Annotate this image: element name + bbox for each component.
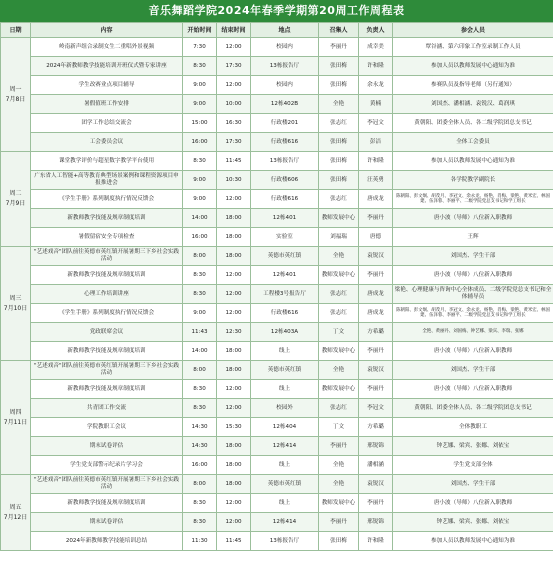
owner: 成幸美 <box>359 38 393 57</box>
attendees: 唐小波（导师）八位新入职教师 <box>393 209 553 228</box>
schedule-row <box>1 380 553 399</box>
event-content: 暑假留宿安全专项检查 <box>31 228 183 247</box>
place: 英德市英红镇 <box>251 361 319 380</box>
start-time: 8:30 <box>183 266 217 285</box>
owner: 彭洁 <box>359 133 393 152</box>
event-content: 暑假值班工作安排 <box>31 95 183 114</box>
place: 12栋403A <box>251 323 319 342</box>
place: 行政楼616 <box>251 190 319 209</box>
schedule-row <box>1 38 553 57</box>
convener: 全艳 <box>319 95 359 114</box>
event-content: 《学生手册》系列制度执行情况反馈会 <box>31 304 183 323</box>
start-time: 8:30 <box>183 285 217 304</box>
end-time: 12:00 <box>217 380 251 399</box>
start-time: 14:30 <box>183 437 217 456</box>
attendees: 陈朝阳、彭文炯、胡茂月、李冠文、余永龙、杨艳、肖梅、梁艳、黄米宏、林国建、伍泽蓉、李丽平、二级学院党总支书记和学工组长 <box>393 304 553 323</box>
owner: 许和隆 <box>359 532 393 551</box>
convener: 全艳 <box>319 475 359 494</box>
start-time: 9:00 <box>183 95 217 114</box>
owner: 李丽丹 <box>359 209 393 228</box>
attendees: 参加人员以教师发展中心通知为准 <box>393 57 553 76</box>
place: 12栋401 <box>251 209 319 228</box>
start-time: 8:30 <box>183 57 217 76</box>
place: 12栋414 <box>251 437 319 456</box>
header-content: 内容 <box>31 23 183 38</box>
start-time: 11:30 <box>183 532 217 551</box>
end-time: 17:30 <box>217 133 251 152</box>
end-time: 12:00 <box>217 76 251 95</box>
place: 线上 <box>251 456 319 475</box>
end-time: 12:00 <box>217 266 251 285</box>
place: 线上 <box>251 380 319 399</box>
place: 13栋报告厅 <box>251 532 319 551</box>
attendees: 参赛队员及指导老师（另行通知） <box>393 76 553 95</box>
end-time: 12:00 <box>217 513 251 532</box>
attendees: 黄朝阳、团委全体人员、各二级学院团总支书记 <box>393 114 553 133</box>
schedule-row <box>1 76 553 95</box>
schedule-row <box>1 532 553 551</box>
event-content: 心理工作培训讲座 <box>31 285 183 304</box>
start-time: 16:00 <box>183 133 217 152</box>
schedule-row <box>1 437 553 456</box>
end-time: 12:00 <box>217 285 251 304</box>
convener: 丁文 <box>319 418 359 437</box>
start-time: 14:30 <box>183 418 217 437</box>
end-time: 18:00 <box>217 475 251 494</box>
convener: 教师发展中心 <box>319 380 359 399</box>
convener: 张田梅 <box>319 133 359 152</box>
convener: 张志红 <box>319 304 359 323</box>
schedule-row <box>1 247 553 266</box>
start-time: 8:30 <box>183 399 217 418</box>
convener: 张志红 <box>319 399 359 418</box>
start-time: 9:00 <box>183 304 217 323</box>
place: 12栋402B <box>251 95 319 114</box>
end-time: 12:00 <box>217 494 251 513</box>
place: 校园内 <box>251 38 319 57</box>
place: 线上 <box>251 494 319 513</box>
attendees: 参加人员以教师发展中心通知为准 <box>393 532 553 551</box>
place: 英德市英红镇 <box>251 247 319 266</box>
schedule-row <box>1 304 553 323</box>
start-time: 11:43 <box>183 323 217 342</box>
start-time: 8:00 <box>183 475 217 494</box>
header-place: 地点 <box>251 23 319 38</box>
convener: 教师发展中心 <box>319 209 359 228</box>
owner: 邢锐锦 <box>359 437 393 456</box>
schedule-row <box>1 342 553 361</box>
place: 英德市英红镇 <box>251 475 319 494</box>
convener: 教师发展中心 <box>319 342 359 361</box>
event-content: 课堂教学评价与超星数字教学平台使用 <box>31 152 183 171</box>
owner: 唐成龙 <box>359 190 393 209</box>
event-content: 《学生手册》系列制度执行情况反馈会 <box>31 190 183 209</box>
schedule-row <box>1 152 553 171</box>
owner: 唐成龙 <box>359 285 393 304</box>
attendees: 钟艺娜、梁宾、张娜、刘依宝 <box>393 513 553 532</box>
event-content: 新教师教学技能及规章制度培训 <box>31 209 183 228</box>
end-time: 12:00 <box>217 190 251 209</box>
event-content: 新教师教学技能及规章制度培训 <box>31 266 183 285</box>
header-end-time: 结束时间 <box>217 23 251 38</box>
schedule-row <box>1 228 553 247</box>
start-time: 8:30 <box>183 494 217 513</box>
place: 12栋404 <box>251 418 319 437</box>
start-time: 14:00 <box>183 209 217 228</box>
place: 行政楼606 <box>251 171 319 190</box>
convener: 张志红 <box>319 190 359 209</box>
place: 校园内 <box>251 76 319 95</box>
owner: 潘相涵 <box>359 456 393 475</box>
event-content: 工会委员会议 <box>31 133 183 152</box>
place: 行政楼616 <box>251 304 319 323</box>
attendees: 参加人员以教师发展中心通知为准 <box>393 152 553 171</box>
event-content: "艺述戏音"团队前往英德市英红镇开展暑期三下乡社会实践活动 <box>31 361 183 380</box>
attendees: 唐小波（导师）八位新入职教师 <box>393 342 553 361</box>
convener: 张志红 <box>319 114 359 133</box>
attendees: 唐小波（导师）八位新入职教师 <box>393 266 553 285</box>
end-time: 18:00 <box>217 361 251 380</box>
attendees: 刘国杰、学生干部 <box>393 247 553 266</box>
attendees: 唐小波（导师）八位新入职教师 <box>393 380 553 399</box>
owner: 李丽丹 <box>359 380 393 399</box>
schedule-row <box>1 494 553 513</box>
schedule-row <box>1 95 553 114</box>
schedule-row <box>1 114 553 133</box>
attendees: 梁艳、心理健康与咨询中心全体成员、二级学院党总支书记和全体辅导员 <box>393 285 553 304</box>
attendees: 全体工会委员 <box>393 133 553 152</box>
header-row <box>1 23 553 38</box>
attendees: 王辉 <box>393 228 553 247</box>
end-time: 12:00 <box>217 399 251 418</box>
start-time: 16:00 <box>183 228 217 247</box>
header-date: 日期 <box>1 23 31 38</box>
place: 行政楼201 <box>251 114 319 133</box>
attendees: 刘国杰、学生干部 <box>393 361 553 380</box>
owner: 许和隆 <box>359 57 393 76</box>
start-time: 8:30 <box>183 152 217 171</box>
owner: 袁锐汉 <box>359 361 393 380</box>
convener: 教师发展中心 <box>319 266 359 285</box>
event-content: 学生党支部警示纪录片学习会 <box>31 456 183 475</box>
convener: 张田梅 <box>319 57 359 76</box>
owner: 李丽丹 <box>359 266 393 285</box>
start-time: 9:00 <box>183 76 217 95</box>
convener: 李丽丹 <box>319 38 359 57</box>
schedule-row <box>1 133 553 152</box>
schedule-row <box>1 171 553 190</box>
start-time: 15:00 <box>183 114 217 133</box>
schedule-row <box>1 57 553 76</box>
owner: 许和隆 <box>359 152 393 171</box>
event-content: 广东省人工智能+高等教育典型场景案例和课程资源项目申报推进会 <box>31 171 183 190</box>
owner: 李冠文 <box>359 399 393 418</box>
schedule-row <box>1 475 553 494</box>
attendees: 全艳、黄丽丹、刘国梅、钟艺娜、梁宾、李瑞、张娜 <box>393 323 553 342</box>
start-time: 14:00 <box>183 342 217 361</box>
convener: 张田梅 <box>319 171 359 190</box>
attendees: 唐小波（导师）八位新入职教师 <box>393 494 553 513</box>
schedule-table <box>0 22 553 551</box>
event-content: "艺述戏音"团队前往英德市英红镇开展暑期三下乡社会实践活动 <box>31 475 183 494</box>
convener: 全艳 <box>319 247 359 266</box>
attendees: 黄朝阳、团委全体人员、各二级学院团总支书记 <box>393 399 553 418</box>
start-time: 16:00 <box>183 456 217 475</box>
day-label: 周一 7月8日 <box>1 38 31 152</box>
end-time: 12:00 <box>217 38 251 57</box>
schedule-body <box>1 38 553 551</box>
place: 工程楼3号报告厅 <box>251 285 319 304</box>
event-content: 学院教职工会议 <box>31 418 183 437</box>
event-content: 2024年新教师教学技能培训开班仪式暨专家讲座 <box>31 57 183 76</box>
event-content: 新教师教学技能及规章制度培训 <box>31 494 183 513</box>
convener: 张志红 <box>319 285 359 304</box>
convener: 李丽丹 <box>319 437 359 456</box>
event-content: 期末试卷评估 <box>31 437 183 456</box>
place: 实验室 <box>251 228 319 247</box>
event-content: 岭南新声组合录制女生二重唱外景视频 <box>31 38 183 57</box>
header-owner: 负责人 <box>359 23 393 38</box>
convener: 全艳 <box>319 456 359 475</box>
convener: 张田梅 <box>319 152 359 171</box>
end-time: 15:30 <box>217 418 251 437</box>
owner: 黄楠 <box>359 95 393 114</box>
day-label: 周四 7月11日 <box>1 361 31 475</box>
owner: 唐德 <box>359 228 393 247</box>
owner: 汪英勇 <box>359 171 393 190</box>
convener: 张田梅 <box>319 532 359 551</box>
event-content: 共青团工作交流 <box>31 399 183 418</box>
schedule-row <box>1 456 553 475</box>
schedule-row <box>1 399 553 418</box>
header-attendees: 参会人员 <box>393 23 553 38</box>
header-start-time: 开始时间 <box>183 23 217 38</box>
owner: 袁锐汉 <box>359 247 393 266</box>
place: 行政楼616 <box>251 133 319 152</box>
event-content: 新教师教学技能及规章制度培训 <box>31 380 183 399</box>
event-content: 新教师教学技能及规章制度培训 <box>31 342 183 361</box>
end-time: 18:00 <box>217 228 251 247</box>
place: 12栋414 <box>251 513 319 532</box>
start-time: 8:00 <box>183 247 217 266</box>
end-time: 18:00 <box>217 209 251 228</box>
event-content: 期末试卷评估 <box>31 513 183 532</box>
end-time: 17:30 <box>217 57 251 76</box>
attendees: 陈朝阳、彭文炯、胡茂月、李冠文、余永龙、杨艳、肖梅、梁艳、黄米宏、林国建、伍泽蓉、李丽平、二级学院党总支书记和学工组长 <box>393 190 553 209</box>
day-label: 周五 7月12日 <box>1 475 31 551</box>
event-content: "艺述戏音"团队前往英德市英红镇开展暑期三下乡社会实践活动 <box>31 247 183 266</box>
attendees: 刘国杰、潘相涵、袁锐汉、葛润琪 <box>393 95 553 114</box>
start-time: 9:00 <box>183 190 217 209</box>
event-content: 团学工作总结交流会 <box>31 114 183 133</box>
schedule-row <box>1 285 553 304</box>
start-time: 9:00 <box>183 171 217 190</box>
end-time: 10:00 <box>217 95 251 114</box>
end-time: 10:30 <box>217 171 251 190</box>
attendees: 覃谷涵、第六印象工作室录制工作人员 <box>393 38 553 57</box>
schedule-row <box>1 513 553 532</box>
end-time: 18:00 <box>217 247 251 266</box>
convener: 教师发展中心 <box>319 494 359 513</box>
owner: 邢锐锦 <box>359 513 393 532</box>
end-time: 18:00 <box>217 437 251 456</box>
place: 线上 <box>251 342 319 361</box>
place: 13栋报告厅 <box>251 152 319 171</box>
owner: 李丽丹 <box>359 342 393 361</box>
convener: 刘福瑞 <box>319 228 359 247</box>
schedule-row <box>1 323 553 342</box>
convener: 张田梅 <box>319 76 359 95</box>
attendees: 钟艺娜、梁宾、张娜、刘依宝 <box>393 437 553 456</box>
event-content: 2024年新教师教学技能培训总结 <box>31 532 183 551</box>
schedule-row <box>1 266 553 285</box>
end-time: 11:45 <box>217 152 251 171</box>
header-convener: 召集人 <box>319 23 359 38</box>
attendees: 各学院教学副院长 <box>393 171 553 190</box>
end-time: 12:00 <box>217 304 251 323</box>
attendees: 全体教职工 <box>393 418 553 437</box>
convener: 丁文 <box>319 323 359 342</box>
end-time: 18:00 <box>217 342 251 361</box>
day-label: 周三 7月10日 <box>1 247 31 361</box>
owner: 李丽丹 <box>359 494 393 513</box>
owner: 方希璐 <box>359 323 393 342</box>
end-time: 18:00 <box>217 456 251 475</box>
schedule-row <box>1 418 553 437</box>
schedule-title: 音乐舞蹈学院2024年春季学期第20周工作周程表 <box>0 0 553 22</box>
schedule-row <box>1 361 553 380</box>
owner: 余永龙 <box>359 76 393 95</box>
schedule-row <box>1 190 553 209</box>
place: 13栋报告厅 <box>251 57 319 76</box>
place: 校园外 <box>251 399 319 418</box>
start-time: 8:30 <box>183 380 217 399</box>
day-label: 周二 7月9日 <box>1 152 31 247</box>
schedule-row <box>1 209 553 228</box>
end-time: 11:45 <box>217 532 251 551</box>
event-content: 学生改赛业点项目辅导 <box>31 76 183 95</box>
owner: 袁锐汉 <box>359 475 393 494</box>
end-time: 16:30 <box>217 114 251 133</box>
start-time: 7:30 <box>183 38 217 57</box>
owner: 李冠文 <box>359 114 393 133</box>
event-content: 党政联席会议 <box>31 323 183 342</box>
place: 12栋401 <box>251 266 319 285</box>
convener: 李丽丹 <box>319 513 359 532</box>
start-time: 8:30 <box>183 513 217 532</box>
attendees: 刘国杰、学生干部 <box>393 475 553 494</box>
end-time: 12:30 <box>217 323 251 342</box>
owner: 唐成龙 <box>359 304 393 323</box>
start-time: 8:00 <box>183 361 217 380</box>
attendees: 学生党支部全体 <box>393 456 553 475</box>
convener: 全艳 <box>319 361 359 380</box>
owner: 方希璐 <box>359 418 393 437</box>
